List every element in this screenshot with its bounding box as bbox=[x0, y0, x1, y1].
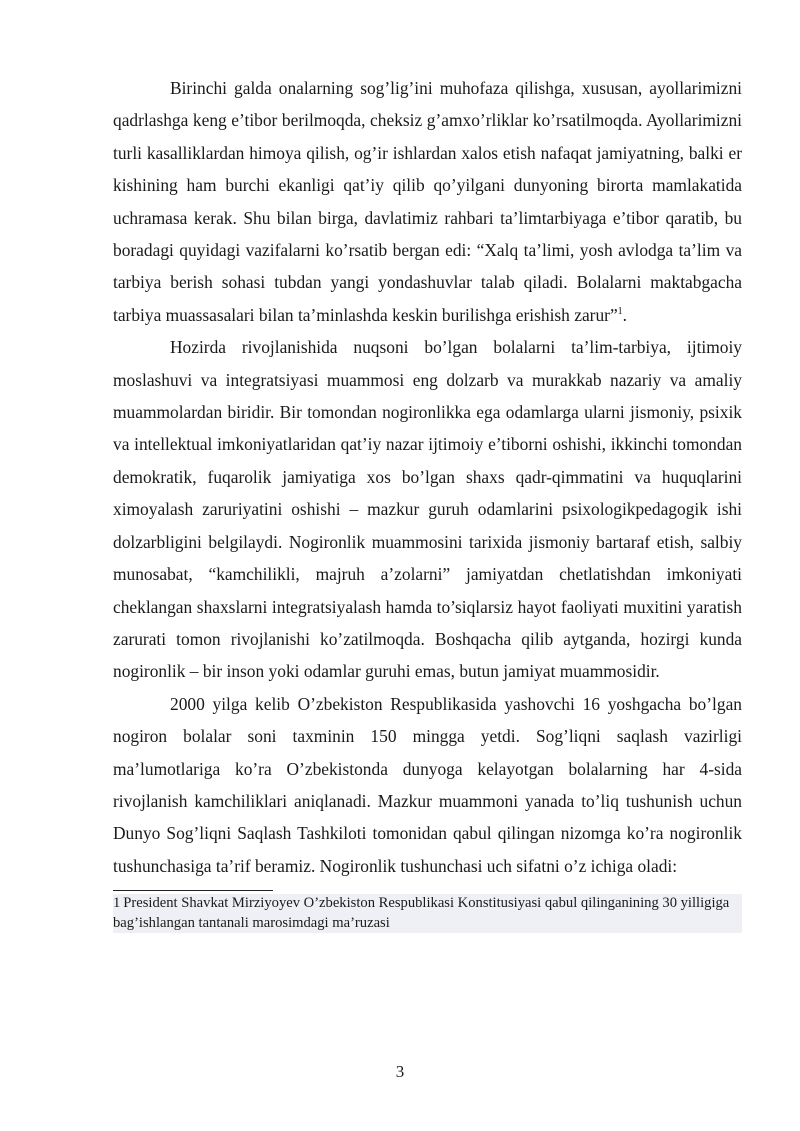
paragraph-1-end: . bbox=[622, 304, 628, 325]
footnote bbox=[113, 894, 742, 933]
footnote-reference[interactable]: 1 bbox=[617, 306, 623, 318]
footnote-separator bbox=[113, 890, 273, 891]
footnote-text: President Shavkat Mirziyoyev O’zbekiston Respublikasi Konstitusiyasi qabul qilinganining 30 yilligiga bag’ishlangan tantanali marosimdagi ma’ruzasi bbox=[113, 895, 730, 931]
paragraph-3: 2000 yilga kelib O’zbekiston Respublikasida yashovchi 16 yoshgacha bo’lgan nogiron bolalar soni taxminin 150 mingga yetdi. Sog’liqni saqlash vazirligi ma’lumotlariga ko’ra O’zbekistonda dunyoga kelayotgan bolalarning har 4-sida rivojlanish kamchiliklari aniqlanadi. Mazkur muammoni yanada to’liq tushunish uchun Dunyo Sog’liqni Saqlash Tashkiloti tomonidan qabul qilingan nizomga ko’ra nogironlik tushunchasiga ta’rif beramiz. Nogironlik tushunchasi uch sifatni o’z ichiga oladi: bbox=[113, 693, 742, 876]
document-page bbox=[113, 72, 742, 933]
footnote-number: 1 bbox=[113, 895, 121, 912]
page-number: 3 bbox=[395, 1062, 405, 1081]
paragraph-2: Hozirda rivojlanishida nuqsoni bo’lgan bolalarni ta’lim-tarbiya, ijtimoiy moslashuvi va integratsiyasi muammosi eng dolzarb va murakkab nazariy va amaliy muammolardan biridir. Bir tomondan nogironlikka ega odamlarga ularni jismoniy, psixik va intellektual imkoniyatlaridan qat’iy nazar ijtimoiy e’tiborni oshishi, ikkinchi tomondan demokratik, fuqarolik jamiyatiga xos bo’lgan shaxs qadr-qimmatini va huquqlarini ximoyalash zaruriyatini oshishi – mazkur guruh odamlarini psixologikpedagogik ishi dolzarbligini belgilaydi. Nogironlik muammosini tarixida jismoniy bartaraf etish, salbiy munosabat, “kamchilikli, majruh a’zolarni” jamiyatdan chetlatishdan imkoniyati cheklangan shaxslarni integratsiyalash hamda to’siqlarsiz hayot faoliyati muxitini yaratish zarurati tomon rivojlanishi ko’zatilmoqda. Boshqacha qilib aytganda, hozirgi kunda nogironlik – bir inson yoki odamlar guruhi emas, butun jamiyat muammosidir. bbox=[113, 337, 742, 682]
paragraph-1-text: Birinchi galda onalarning sog’lig’ini muhofaza qilishga, xususan, ayollarimizni qadrlashga keng e’tibor berilmoqda, cheksiz g’amxo’rliklar ko’rsatilmoqda. Ayollarimizni turli kasalliklardan himoya qilish, og’ir ishlardan xalos etish nafaqat jamiyatning, balki er kishining ham burchi ekanligi qat’iy qilib qo’yilgani dunyoning birorta mamlakatida uchramasa kerak. Shu bilan birga, davlatimiz rahbari ta’limtarbiyaga e’tibor qaratib, bu boradagi quyidagi vazifalarni ko’rsatib bergan edi: “Xalq ta’limi, yosh avlodga ta’lim va tarbiya berish sohasi tubdan yangi yondashuvlar talab qiladi. Bolalarni maktabgacha tarbiya muassasalari bilan ta’minlashda keskin burilishga erishish zarur” bbox=[113, 78, 742, 325]
paragraph-1 bbox=[113, 72, 742, 331]
